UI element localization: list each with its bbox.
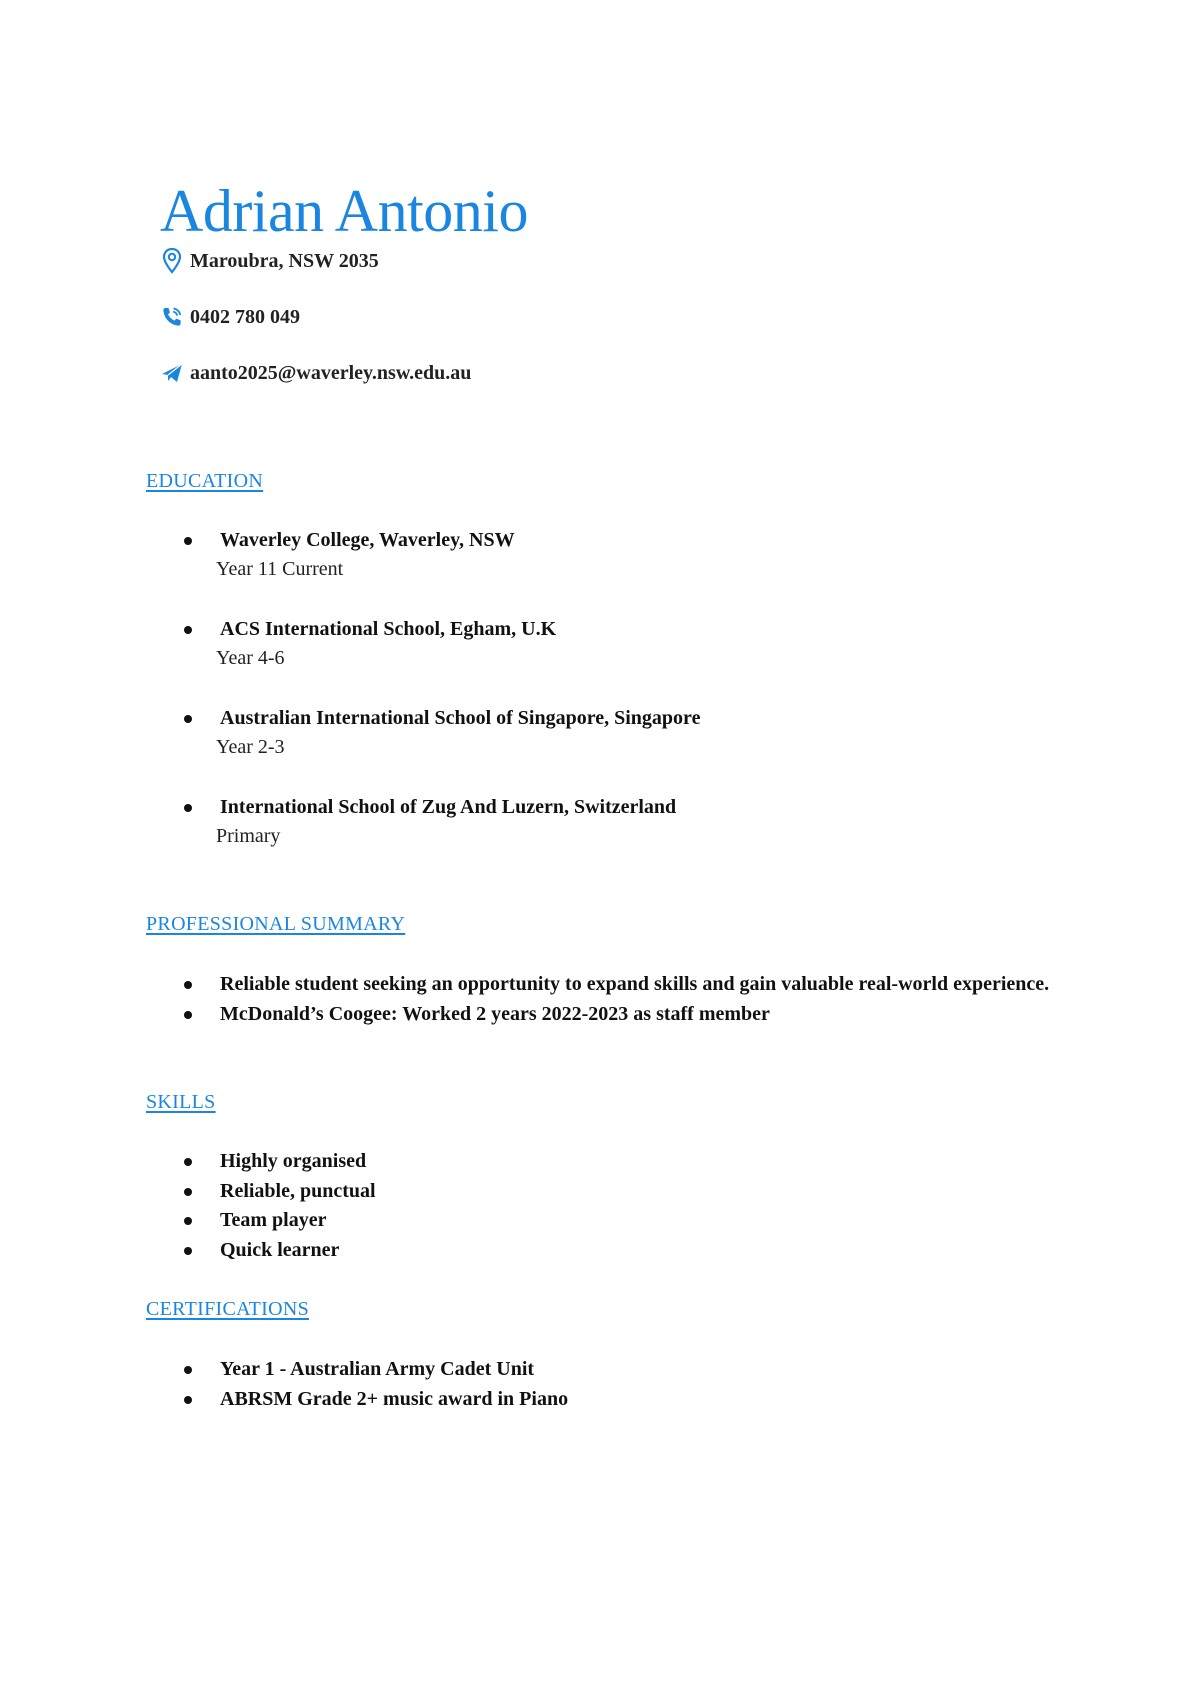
education-school: Waverley College, Waverley, NSW	[180, 526, 1080, 555]
bullet-icon	[184, 981, 192, 989]
list-item: Reliable student seeking an opportunity to expand skills and gain valuable real-world experience.	[180, 970, 1060, 1000]
bullet-icon	[184, 1247, 192, 1255]
bullet-icon	[184, 1011, 192, 1019]
contact-phone	[160, 302, 300, 332]
bullet-icon	[184, 1158, 192, 1166]
bullet-icon	[184, 804, 192, 812]
education-school: ACS International School, Egham, U.K	[180, 615, 1080, 644]
bullet-icon	[184, 1188, 192, 1196]
resume-name: Adrian Antonio	[160, 178, 528, 244]
list-item: Highly organised	[180, 1147, 1060, 1177]
certifications-heading: CERTIFICATIONS	[146, 1298, 310, 1320]
contact-email	[160, 358, 471, 388]
summary-list	[180, 970, 1060, 1029]
education-school: Australian International School of Singapore, Singapore	[180, 704, 1080, 733]
bullet-icon	[184, 1366, 192, 1374]
bullet-icon	[184, 1217, 192, 1225]
bullet-icon	[184, 715, 192, 723]
education-item	[180, 615, 1080, 673]
certifications-list	[180, 1355, 1060, 1414]
education-years: Primary	[216, 825, 281, 847]
paper-plane-icon	[160, 359, 184, 387]
list-item: Reliable, punctual	[180, 1177, 1060, 1207]
education-years: Year 11 Current	[216, 558, 344, 580]
education-item	[180, 704, 1080, 762]
bullet-icon	[184, 537, 192, 545]
education-heading: EDUCATION	[146, 470, 264, 492]
summary-heading: PROFESSIONAL SUMMARY	[146, 913, 406, 935]
list-item: ABRSM Grade 2+ music award in Piano	[180, 1385, 1060, 1415]
bullet-icon	[184, 626, 192, 634]
phone-icon	[160, 303, 184, 331]
list-item: Year 1 - Australian Army Cadet Unit	[180, 1355, 1060, 1385]
list-item: Team player	[180, 1206, 1060, 1236]
location-text: Maroubra, NSW 2035	[190, 249, 379, 272]
email-text: aanto2025@waverley.nsw.edu.au	[190, 361, 472, 384]
bullet-icon	[184, 1396, 192, 1404]
contact-location	[160, 246, 379, 276]
phone-text: 0402 780 049	[190, 305, 300, 328]
skills-list	[180, 1147, 1060, 1265]
location-pin-icon	[160, 247, 184, 275]
education-school: International School of Zug And Luzern, Switzerland	[180, 793, 1080, 822]
education-item	[180, 526, 1080, 584]
education-years: Year 2-3	[216, 736, 285, 758]
list-item: McDonald’s Coogee: Worked 2 years 2022-2023 as staff member	[180, 1000, 1060, 1030]
list-item: Quick learner	[180, 1236, 1060, 1266]
skills-heading: SKILLS	[146, 1091, 216, 1113]
education-item	[180, 793, 1080, 851]
education-years: Year 4-6	[216, 647, 285, 669]
